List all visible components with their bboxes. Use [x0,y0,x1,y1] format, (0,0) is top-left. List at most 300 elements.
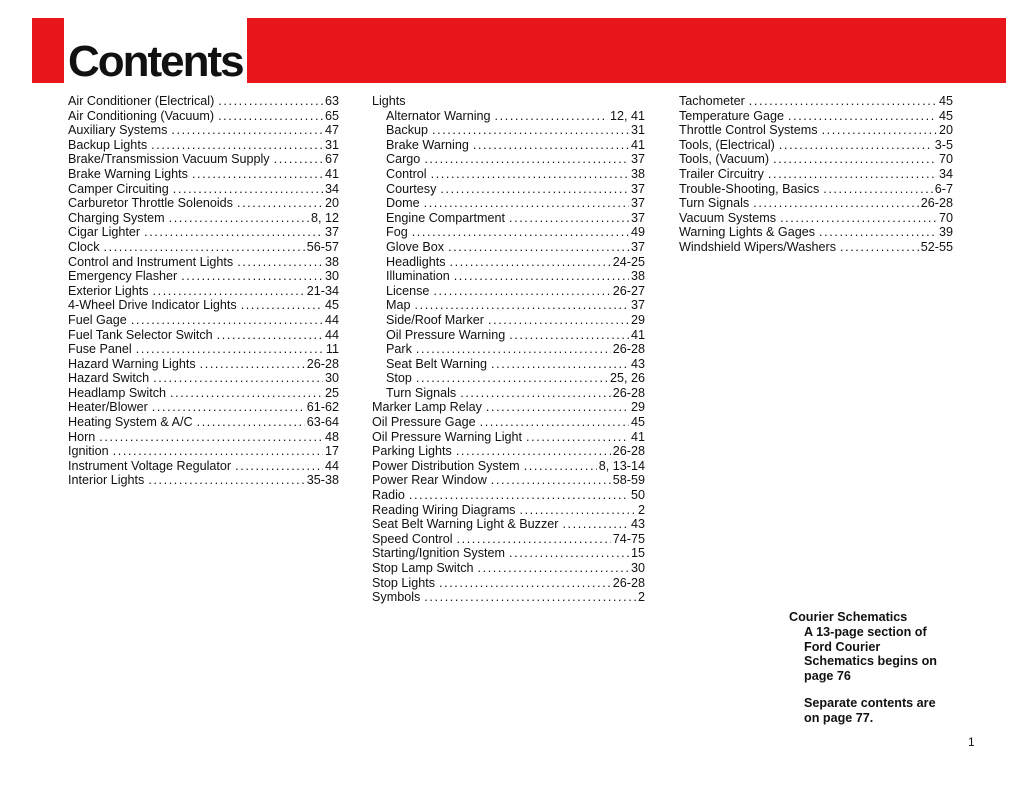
toc-entry-page: 45 [630,415,645,430]
toc-entry-page: 20 [938,123,953,138]
toc-entry [68,152,339,167]
toc-entry [372,138,645,153]
dot-leader [491,109,608,124]
toc-entry-label: Emergency Flasher [68,269,178,284]
toc-entry-label: Auxiliary Systems [68,123,168,138]
toc-entry-label: Stop [386,371,412,386]
toc-entry [68,415,339,430]
dot-leader [100,240,305,255]
toc-entry-label: Tools, (Electrical) [679,137,775,152]
toc-entry [68,386,339,401]
dot-leader [408,225,629,240]
toc-entry-label: Fuel Gage [68,312,127,327]
toc-entry-page: 11 [325,342,339,357]
red-header-bar-right [247,18,1006,83]
toc-section-heading: Lights [372,94,406,108]
contents-column-3 [679,94,953,255]
dot-leader [450,269,629,284]
toc-entry-page: 41 [630,429,645,444]
dot-leader [558,517,629,532]
dot-leader [745,94,937,109]
dot-leader [420,196,629,211]
dot-leader [270,152,323,167]
toc-entry-label: Control [386,166,427,181]
dot-leader [522,430,629,445]
toc-entry-page: 52-55 [920,239,953,254]
dot-leader [412,371,608,386]
toc-entry-label: Trouble-Shooting, Basics [679,181,820,196]
toc-entry-label: Cargo [386,152,421,167]
toc-entry-label: Glove Box [386,239,445,254]
dot-leader [428,123,629,138]
dot-leader [237,298,323,313]
dot-leader [505,546,629,561]
page-number: 1 [968,735,975,749]
toc-entry-label: Charging System [68,210,165,225]
dot-leader [476,415,629,430]
dot-leader [412,342,611,357]
toc-entry-label: Power Rear Window [372,473,487,488]
toc-entry [372,328,645,343]
toc-entry [68,400,339,415]
toc-entry-label: Side/Roof Marker [386,312,484,327]
toc-entry [68,444,339,459]
dot-leader [819,182,933,197]
toc-entry-label: Backup [386,123,429,138]
dot-leader [405,488,629,503]
toc-entry-page: 8, 13-14 [598,458,645,473]
toc-entry [372,430,645,445]
toc-entry [372,211,645,226]
toc-entry-label: Throttle Control Systems [679,123,818,138]
toc-entry-page: 30 [324,371,339,386]
dot-leader [214,109,323,124]
toc-entry-label: Oil Pressure Warning Light [372,429,523,444]
toc-entry-label: Oil Pressure Gage [372,415,476,430]
dot-leader [144,473,304,488]
toc-entry [68,371,339,386]
dot-leader [444,240,629,255]
dot-leader [836,240,919,255]
toc-entry [372,269,645,284]
toc-entry [68,123,339,138]
toc-entry-page: 37 [630,152,645,167]
dot-leader [487,473,611,488]
toc-entry [68,255,339,270]
toc-entry-label: Alternator Warning [386,108,491,123]
toc-entry [679,196,953,211]
toc-entry-label: Hazard Warning Lights [68,356,196,371]
toc-entry-label: Fuel Tank Selector Switch [68,327,213,342]
dot-leader [193,415,305,430]
toc-entry-page: 37 [630,196,645,211]
toc-entry [679,240,953,255]
toc-entry-label: Backup Lights [68,137,148,152]
dot-leader [109,444,323,459]
toc-entry-page: 44 [324,327,339,342]
toc-entry [372,400,645,415]
note-line: Separate contents are [804,695,936,710]
toc-entry-page: 26-28 [920,196,953,211]
toc-entry [68,269,339,284]
toc-entry-page: 26-28 [306,356,339,371]
toc-entry-page: 15 [630,546,645,561]
toc-entry [68,313,339,328]
toc-entry-label: Temperature Gage [679,108,785,123]
toc-entry [679,211,953,226]
dot-leader [505,211,629,226]
dot-leader [815,225,937,240]
dot-leader [764,167,937,182]
toc-entry-label: Stop Lamp Switch [372,561,474,575]
toc-entry-page: 38 [630,269,645,284]
toc-entry-page: 26-28 [612,385,645,400]
toc-entry-page: 34 [324,181,339,196]
toc-entry-label: Turn Signals [679,196,750,211]
toc-entry [68,298,339,313]
toc-entry-page: 44 [324,312,339,327]
toc-entry-page: 74-75 [612,531,645,546]
toc-entry-page: 65 [324,108,339,123]
toc-entry-label: Control and Instrument Lights [68,254,234,269]
toc-entry [68,357,339,372]
toc-entry-page: 34 [938,166,953,181]
note-line: page 76 [804,669,851,684]
toc-entry-page: 45 [324,298,339,313]
toc-entry-page: 49 [630,225,645,240]
toc-entry-page: 41 [630,137,645,152]
toc-entry-label: Heater/Blower [68,400,148,415]
toc-entry [68,473,339,488]
dot-leader [411,298,629,313]
toc-entry-page: 12, 41 [609,108,645,123]
toc-entry-page: 67 [324,152,339,167]
toc-entry-page: 29 [630,312,645,327]
toc-entry-label: Stop Lights [372,575,436,590]
toc-entry-label: Parking Lights [372,444,452,459]
toc-entry [68,430,339,445]
note-line: on page 77. [804,710,874,725]
toc-entry [679,138,953,153]
toc-entry [68,211,339,226]
toc-entry [68,94,339,109]
toc-entry-page: 31 [324,137,339,152]
toc-entry-page: 39 [938,225,953,240]
dot-leader [484,313,629,328]
toc-entry [372,123,645,138]
toc-entry [68,167,339,182]
toc-entry [372,152,645,167]
toc-entry-page: 43 [630,356,645,371]
toc-entry-page: 30 [324,269,339,284]
dot-leader [474,561,629,576]
dot-leader [177,269,323,284]
toc-entry [372,109,645,124]
dot-leader [769,152,937,167]
toc-entry-label: Park [386,342,412,357]
toc-entry-page: 43 [630,517,645,532]
toc-entry-page: 45 [938,94,953,108]
toc-entry-label: Trailer Circuitry [679,166,764,181]
dot-leader [749,196,919,211]
dot-leader [818,123,937,138]
dot-leader [456,386,611,401]
toc-entry-label: Map [386,298,411,313]
dot-leader [149,371,323,386]
toc-entry [372,488,645,503]
courier-schematics-note [789,610,937,726]
toc-entry-label: Fog [386,225,408,240]
toc-entry-label: Vacuum Systems [679,210,777,225]
toc-entry-page: 26-28 [612,444,645,459]
toc-entry-page: 35-38 [306,473,339,488]
toc-entry-label: Engine Compartment [386,210,506,225]
toc-entry-label: Marker Lamp Relay [372,400,482,415]
toc-entry [372,444,645,459]
toc-entry-page: 41 [630,327,645,342]
dot-leader [453,532,611,547]
toc-entry [679,109,953,124]
toc-entry-label: Brake/Transmission Vacuum Supply [68,152,270,167]
toc-entry-label: Exterior Lights [68,283,149,298]
toc-entry-page: 2 [637,590,645,605]
toc-entry-page: 24-25 [612,254,645,269]
dot-leader [166,386,323,401]
toc-entry-label: Turn Signals [386,385,457,400]
toc-entry [68,240,339,255]
dot-leader [427,167,629,182]
toc-entry [68,328,339,343]
note-line: A 13-page section of [804,624,927,639]
dot-leader [132,342,324,357]
toc-entry-label: Instrument Voltage Regulator [68,458,232,473]
toc-entry-page: 17 [324,444,339,459]
toc-entry [372,386,645,401]
dot-leader [784,109,937,124]
toc-entry-label: Oil Pressure Warning [386,327,506,342]
toc-entry-label: Interior Lights [68,473,145,488]
toc-entry [372,357,645,372]
toc-entry [68,138,339,153]
toc-entry-page: 70 [938,152,953,167]
toc-entry-page: 37 [630,239,645,254]
toc-entry-page: 37 [324,225,339,240]
toc-entry [372,313,645,328]
toc-entry-label: Cigar Lighter [68,225,141,240]
toc-entry [372,371,645,386]
toc-entry-label: Dome [386,196,420,211]
toc-entry-page: 26-28 [612,575,645,590]
toc-entry [372,240,645,255]
toc-entry [372,503,645,518]
toc-entry [372,196,645,211]
toc-entry-label: Camper Circuiting [68,181,169,196]
toc-entry-page: 61-62 [306,400,339,415]
toc-entry-page: 26-28 [612,342,645,357]
dot-leader [520,459,597,474]
toc-entry-label: Tachometer [679,94,745,108]
toc-entry-label: Headlamp Switch [68,385,166,400]
dot-leader [487,357,629,372]
toc-entry-label: License [386,283,430,298]
toc-entry-label: Windshield Wipers/Washers [679,239,836,254]
toc-entry [68,342,339,357]
dot-leader [482,400,629,415]
contents-column-2 [372,94,645,605]
page-title: Contents [68,37,243,86]
dot-leader [231,459,323,474]
toc-entry-page: 25, 26 [609,371,645,386]
toc-entry [372,182,645,197]
toc-entry-label: Clock [68,239,100,254]
dot-leader [95,430,323,445]
toc-entry-page: 29 [630,400,645,415]
dot-leader [169,182,323,197]
toc-entry [679,167,953,182]
toc-entry-label: Fuse Panel [68,342,132,357]
toc-entry [372,415,645,430]
toc-entry-label: Seat Belt Warning [386,356,488,371]
toc-entry-page: 6-7 [934,181,953,196]
toc-entry-page: 48 [324,429,339,444]
toc-entry-page: 44 [324,458,339,473]
toc-entry [68,196,339,211]
dot-leader [446,255,611,270]
dot-leader [775,138,933,153]
toc-entry [372,546,645,561]
toc-entry [372,255,645,270]
toc-entry-page: 38 [630,166,645,181]
dot-leader [776,211,937,226]
note-line: Ford Courier [804,639,881,654]
toc-entry-page: 37 [630,298,645,313]
toc-entry-label: Carburetor Throttle Solenoids [68,196,233,211]
toc-entry-page: 26-27 [612,283,645,298]
toc-entry-label: Reading Wiring Diagrams [372,502,516,517]
toc-entry-page: 37 [630,210,645,225]
toc-entry-page: 56-57 [306,239,339,254]
dot-leader [505,328,629,343]
toc-entry-page: 2 [637,502,645,517]
toc-entry-label: Tools, (Vacuum) [679,152,770,167]
toc-entry-page: 45 [938,108,953,123]
dot-leader [149,284,305,299]
toc-entry-page: 31 [630,123,645,138]
toc-entry-label: Brake Warning Lights [68,166,188,181]
toc-entry [372,298,645,313]
note-title: Courier Schematics [789,610,908,624]
toc-entry [679,123,953,138]
toc-entry [372,284,645,299]
toc-entry-page: 20 [324,196,339,211]
toc-entry-label: Symbols [372,590,421,605]
contents-column-1 [68,94,339,488]
dot-leader [420,152,629,167]
dot-leader [127,313,323,328]
red-header-bar-left [32,18,64,83]
toc-entry-page: 37 [630,181,645,196]
dot-leader [148,400,305,415]
dot-leader [188,167,323,182]
toc-entry-page: 21-34 [306,283,339,298]
dot-leader [214,94,323,109]
toc-entry-label: Air Conditioner (Electrical) [68,94,215,108]
dot-leader [140,225,323,240]
toc-entry-page: 63-64 [306,415,339,430]
toc-entry [679,182,953,197]
dot-leader [435,576,611,591]
toc-entry [372,459,645,474]
toc-entry [372,473,645,488]
toc-entry-label: Air Conditioning (Vacuum) [68,108,215,123]
toc-entry-page: 50 [630,488,645,503]
dot-leader [213,328,323,343]
toc-entry [372,532,645,547]
toc-entry-label: Horn [68,429,96,444]
toc-entry [372,576,645,591]
dot-leader [196,357,305,372]
dot-leader [147,138,323,153]
toc-entry [68,109,339,124]
toc-entry [372,167,645,182]
toc-entry-label: Brake Warning [386,137,469,152]
toc-entry-page: 25 [324,385,339,400]
toc-entry-label: Radio [372,488,405,503]
toc-entry-page: 38 [324,254,339,269]
toc-entry [68,182,339,197]
dot-leader [233,196,323,211]
dot-leader [429,284,610,299]
toc-entry [372,590,645,605]
toc-entry-page: 63 [324,94,339,108]
dot-leader [165,211,309,226]
toc-entry-label: Seat Belt Warning Light & Buzzer [372,517,559,532]
toc-entry [679,225,953,240]
toc-entry-page: 41 [324,166,339,181]
toc-entry-label: 4-Wheel Drive Indicator Lights [68,298,237,313]
toc-entry-page: 47 [324,123,339,138]
dot-leader [233,255,323,270]
toc-entry-page: 8, 12 [310,210,339,225]
dot-leader [515,503,636,518]
note-line: Schematics begins on [804,654,937,669]
toc-entry-page: 58-59 [612,473,645,488]
toc-entry-page: 3-5 [934,137,953,152]
toc-entry-label: Warning Lights & Gages [679,225,816,240]
toc-entry-label: Speed Control [372,531,453,546]
toc-entry [68,225,339,240]
toc-entry-label: Headlights [386,254,446,269]
toc-entry-label: Starting/Ignition System [372,546,505,561]
toc-entry-page: 30 [630,561,645,575]
toc-entry-label: Power Distribution System [372,458,520,473]
toc-entry-label: Heating System & A/C [68,415,193,430]
toc-entry [372,561,645,576]
toc-entry [372,225,645,240]
dot-leader [469,138,629,153]
toc-entry [68,459,339,474]
toc-entry [679,152,953,167]
toc-entry-page: 70 [938,210,953,225]
toc-entry-label: Ignition [68,444,109,459]
toc-entry [372,342,645,357]
toc-entry-label: Illumination [386,269,450,284]
toc-entry-label: Courtesy [386,181,437,196]
dot-leader [167,123,323,138]
toc-entry [372,517,645,532]
dot-leader [436,182,629,197]
toc-entry [679,94,953,109]
